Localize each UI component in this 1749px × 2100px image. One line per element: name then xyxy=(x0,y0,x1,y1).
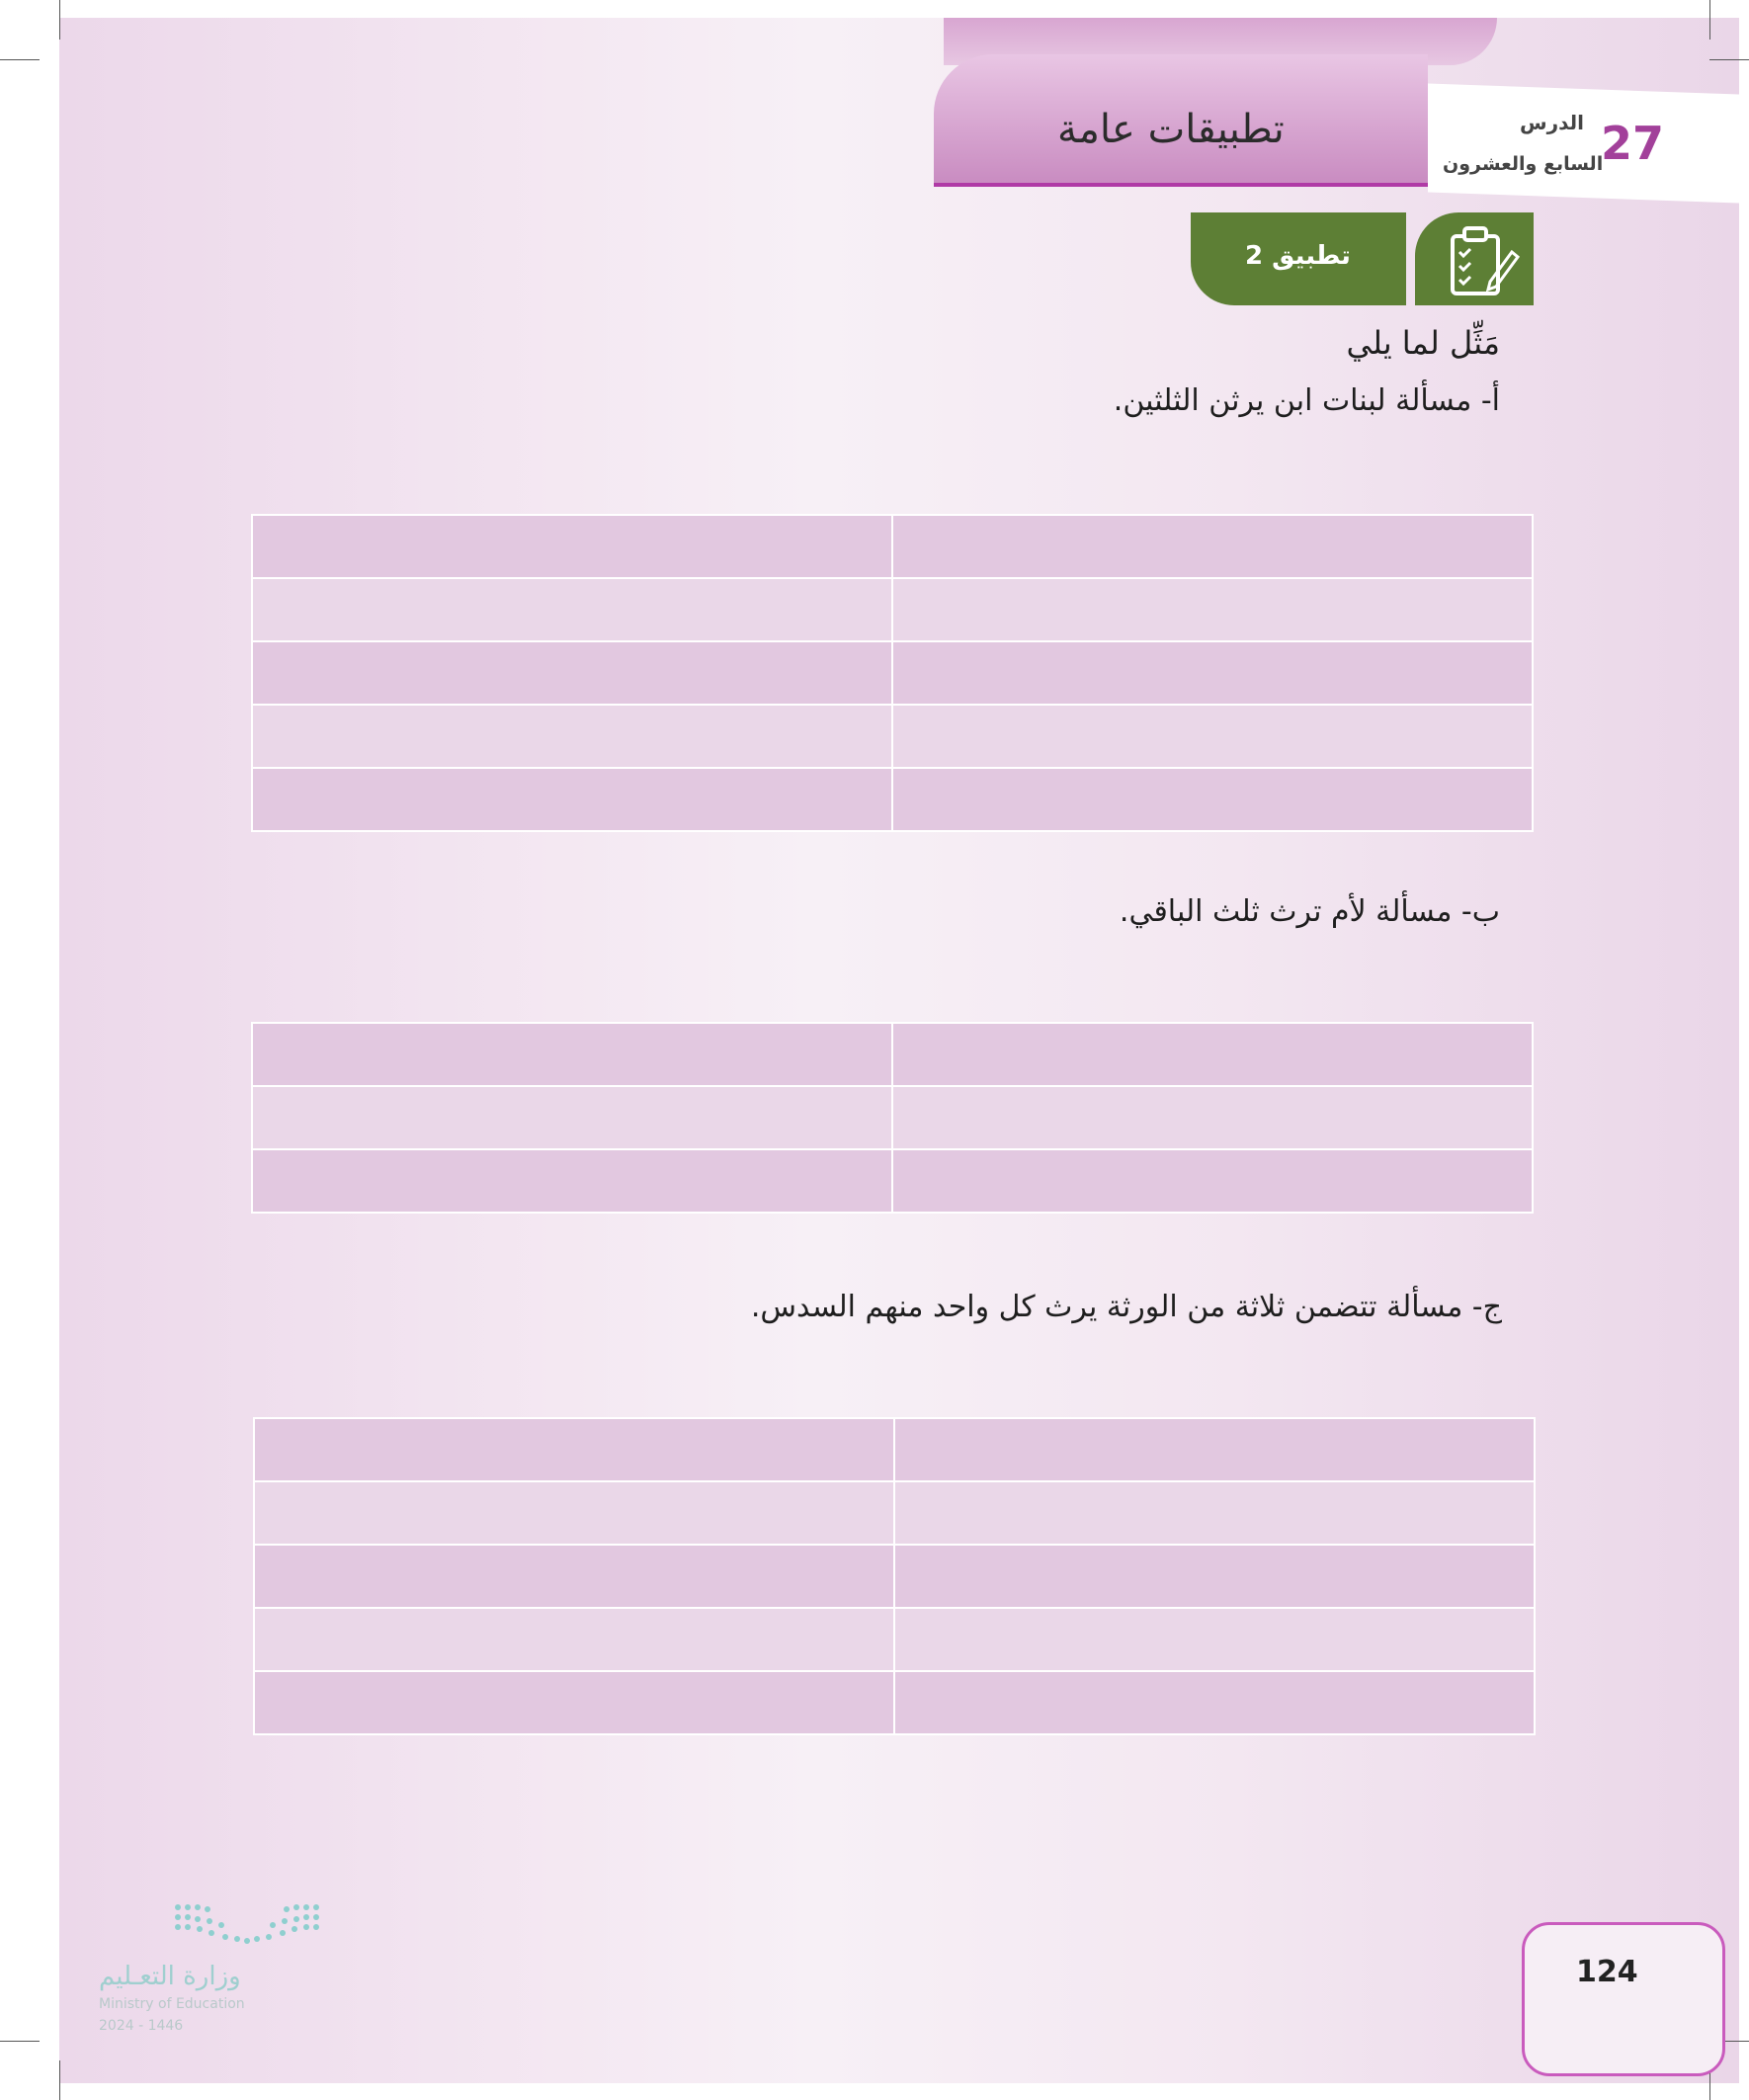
clipboard-checklist-pencil-icon xyxy=(1415,212,1534,305)
table-row xyxy=(254,1671,1535,1734)
application-icon-box xyxy=(1415,212,1534,305)
table-cell[interactable] xyxy=(252,1023,892,1086)
table-cell[interactable] xyxy=(894,1545,1535,1608)
table-row xyxy=(254,1545,1535,1608)
table-cell[interactable] xyxy=(254,1671,894,1734)
crop-mark xyxy=(59,0,60,40)
table-cell[interactable] xyxy=(252,1149,892,1213)
table-cell[interactable] xyxy=(892,578,1533,641)
table-cell[interactable] xyxy=(892,515,1533,578)
lesson-ordinal: السابع والعشرون xyxy=(1443,153,1604,175)
table-row xyxy=(252,1023,1533,1086)
page-number: 124 xyxy=(1576,1955,1638,1989)
question-c-text: ج- مسألة تتضمن ثلاثة من الورثة يرث كل واحد منهم السدس. xyxy=(750,1290,1502,1324)
table-cell[interactable] xyxy=(894,1671,1535,1734)
table-cell[interactable] xyxy=(894,1608,1535,1671)
application-label: تطبيق 2 xyxy=(1245,241,1351,271)
answer-table-b xyxy=(251,1022,1534,1214)
table-cell[interactable] xyxy=(892,1086,1533,1149)
crop-mark xyxy=(0,59,40,60)
lesson-number: 27 xyxy=(1601,117,1665,170)
lesson-header-panel xyxy=(1428,83,1739,203)
table-cell[interactable] xyxy=(254,1545,894,1608)
ministry-logo-icon xyxy=(168,1897,326,1953)
question-a-text: أ- مسألة لبنات ابن يرثن الثلثين. xyxy=(1113,383,1500,418)
table-row xyxy=(252,1086,1533,1149)
page-number-box xyxy=(1522,1922,1725,2076)
table-cell[interactable] xyxy=(252,768,892,831)
answer-table-c xyxy=(253,1417,1536,1735)
answer-table-a xyxy=(251,514,1534,832)
table-cell[interactable] xyxy=(254,1481,894,1545)
table-cell[interactable] xyxy=(252,578,892,641)
table-row xyxy=(252,1149,1533,1213)
table-cell[interactable] xyxy=(254,1608,894,1671)
table-cell[interactable] xyxy=(892,705,1533,768)
table-cell[interactable] xyxy=(252,1086,892,1149)
lesson-word: الدرس xyxy=(1520,111,1585,134)
instruction-text: مَثِّل لما يلي xyxy=(1346,324,1500,362)
table-cell[interactable] xyxy=(894,1481,1535,1545)
table-row xyxy=(254,1608,1535,1671)
ministry-name-arabic: وزارة التعـليم xyxy=(99,1962,241,1991)
edition-year: 2024 - 1446 xyxy=(99,2018,184,2034)
crop-mark xyxy=(1709,0,1710,40)
table-cell[interactable] xyxy=(254,1418,894,1481)
crop-mark xyxy=(0,2041,40,2042)
table-row xyxy=(252,578,1533,641)
page-title: تطبيقات عامة xyxy=(1057,107,1285,152)
table-cell[interactable] xyxy=(894,1418,1535,1481)
crop-mark xyxy=(59,2060,60,2100)
table-cell[interactable] xyxy=(892,1023,1533,1086)
table-cell[interactable] xyxy=(252,515,892,578)
table-cell[interactable] xyxy=(892,768,1533,831)
table-row xyxy=(252,641,1533,705)
question-b-text: ب- مسألة لأم ترث ثلث الباقي. xyxy=(1119,894,1500,929)
crop-mark xyxy=(1709,59,1749,60)
table-row xyxy=(252,515,1533,578)
table-row xyxy=(252,768,1533,831)
table-cell[interactable] xyxy=(892,641,1533,705)
table-cell[interactable] xyxy=(252,705,892,768)
table-row xyxy=(254,1418,1535,1481)
table-row xyxy=(254,1481,1535,1545)
ministry-name-english: Ministry of Education xyxy=(99,1996,245,2012)
table-cell[interactable] xyxy=(252,641,892,705)
table-row xyxy=(252,705,1533,768)
table-cell[interactable] xyxy=(892,1149,1533,1213)
